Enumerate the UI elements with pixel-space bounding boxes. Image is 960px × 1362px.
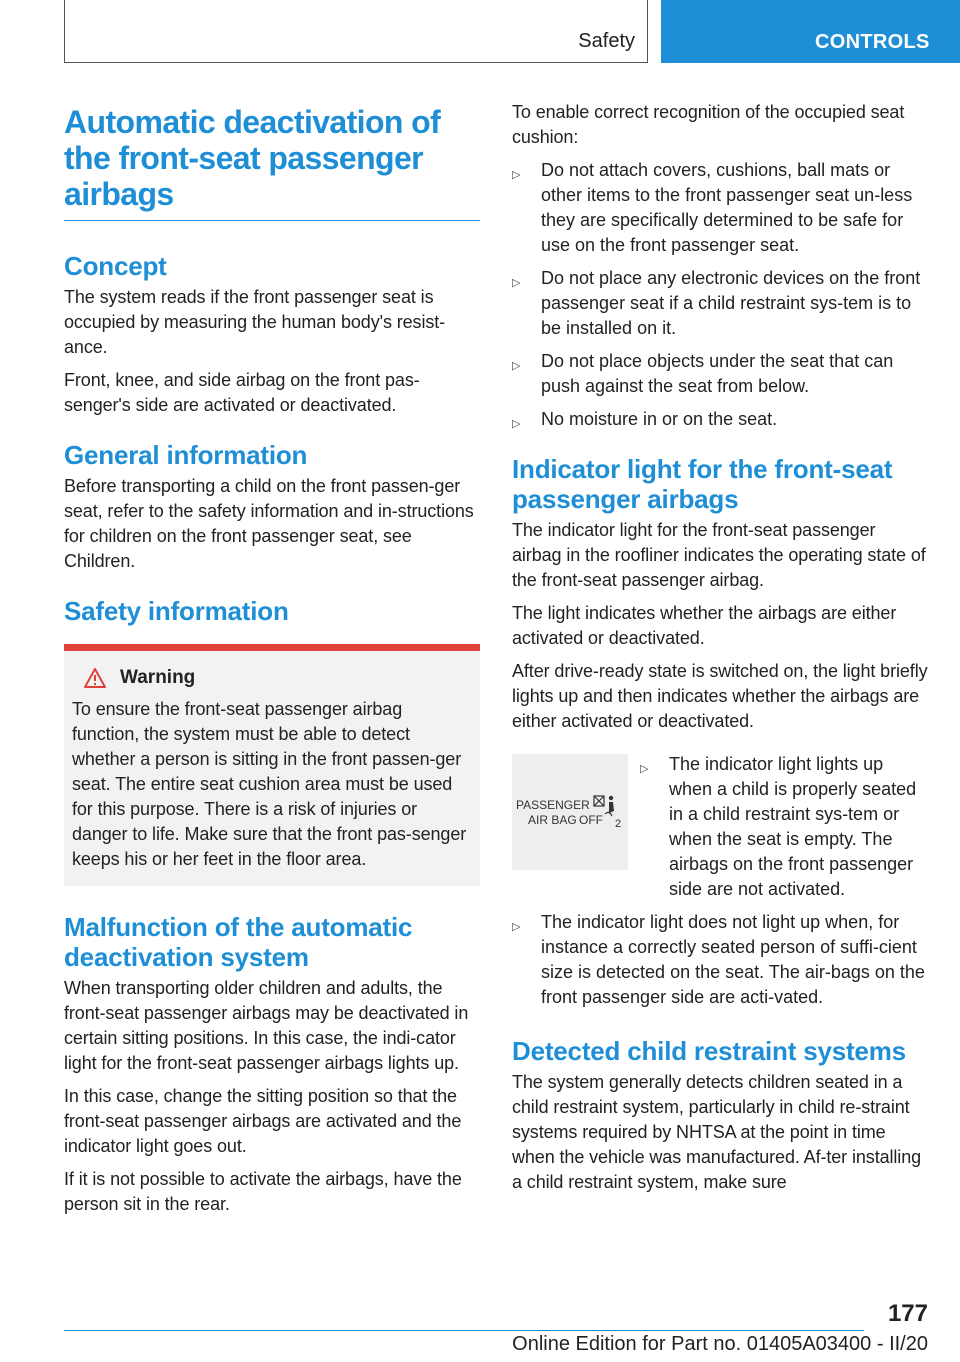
list-item <box>512 910 928 1010</box>
passenger-airbag-off-indicator-image <box>512 754 628 870</box>
warning-box <box>64 644 480 886</box>
bullet-triangle-icon: ▷ <box>512 418 521 430</box>
list-item-text: No moisture in or on the seat. <box>541 409 778 429</box>
section-detected-child-restraint <box>512 1036 928 1195</box>
heading-safety-information: Safety information <box>64 596 289 626</box>
detected-paragraph-1: The system generally detects children seated in a child restraint system, particularly in child re-straint systems required by NHTSA at the point in time when the vehicle was manufactured. Af-ter installing a child restraint system, make sure <box>512 1072 922 1192</box>
list-item-text: The indicator light lights up when a child is properly seated in a child restraint sys-tem or when the seat is empty. The airbags on the front passenger side are not activated. <box>669 754 917 899</box>
page-number: 177 <box>887 1300 928 1327</box>
heading-malfunction: Malfunction of the automatic deactivation system <box>64 912 413 972</box>
bullet-triangle-icon: ▷ <box>512 277 521 289</box>
indicator-image-row <box>512 752 928 910</box>
indicator-number: 2 <box>615 818 622 830</box>
indicator-line2: AIR BAG <box>528 813 577 827</box>
general-text: Before transporting a child on the front passen-ger seat, refer to the safety information and in-structions for children on the front passenger seat, see Children. <box>64 476 474 571</box>
warning-header <box>84 667 472 689</box>
concept-paragraph-1: The system reads if the front passenger seat is occupied by measuring the human body's resist-ance. <box>64 287 446 357</box>
bullet-triangle-icon: ▷ <box>512 921 521 933</box>
list-item <box>512 349 928 399</box>
warning-title: Warning <box>120 667 196 688</box>
malfunction-paragraph-1: When transporting older children and adults, the front-seat passenger airbags may be deactivated in certain sitting positions. In this case, the indi-cator light for the front-seat passenger airbags lights up. <box>64 978 469 1073</box>
warning-triangle-icon <box>84 668 106 688</box>
heading-general-information: General information <box>64 440 308 470</box>
list-item-text: Do not place objects under the seat that can push against the seat from below. <box>541 351 894 396</box>
indicator-paragraph-3: After drive-ready state is switched on, the light briefly lights up and then indicates whether the airbags are either activated or deactivated. <box>512 661 928 731</box>
heading-detected-child-restraint: Detected child restraint systems <box>512 1036 906 1066</box>
list-item <box>640 752 928 902</box>
general-paragraph-1 <box>64 474 480 574</box>
indicator-bullet-list-2 <box>512 910 928 1010</box>
warning-text: To ensure the front-seat passenger airbag function, the system must be able to detect whether a person is sitting in the front passen-ger seat. The entire seat cushion area must be used for this purpose. There is a risk of injuries or danger to life. Make sure that the front pas-senger keeps his or her feet in the floor area. <box>72 699 467 869</box>
indicator-line1: PASSENGER <box>516 798 590 812</box>
footer-edition: Online Edition for Part no. 01405A03400 - II/20 <box>512 1333 928 1355</box>
header-left-box <box>64 0 648 63</box>
malfunction-paragraph-3: If it is not possible to activate the airbags, have the person sit in the rear. <box>64 1169 462 1214</box>
list-item-text: Do not attach covers, cushions, ball mats or other items to the front passenger seat un-less they are specifically determined to be safe for use on the front passenger seat. <box>541 160 913 255</box>
left-column <box>64 100 480 1225</box>
list-item-text: The indicator light does not light up when, for instance a correctly seated person of suffi-cient size is detected on the seat. The air-bags on the front passenger side are acti-vated. <box>541 912 925 1007</box>
list-item-text: Do not place any electronic devices on the front passenger seat if a child restraint sys-tem is to be installed on it. <box>541 268 921 338</box>
section-concept <box>64 251 480 418</box>
indicator-paragraph-1: The indicator light for the front-seat passenger airbag in the roofliner indicates the operating state of the front-seat passenger airbag. <box>512 520 926 590</box>
section-general <box>64 440 480 574</box>
indicator-off: OFF <box>579 813 603 827</box>
section-safety <box>64 596 480 886</box>
bullet-triangle-icon: ▷ <box>640 763 649 775</box>
malfunction-paragraph-2: In this case, change the sitting position so that the front-seat passenger airbags are activated and the indicator light goes out. <box>64 1086 462 1156</box>
bullet-triangle-icon: ▷ <box>512 360 521 372</box>
passenger-airbag-off-icon <box>512 754 628 870</box>
header-section-label: Safety <box>578 30 635 52</box>
indicator-paragraph-2: The light indicates whether the airbags are either activated or deactivated. <box>512 603 897 648</box>
recognition-intro: To enable correct recognition of the occupied seat cushion: <box>512 102 905 147</box>
section-indicator-light <box>512 454 928 1010</box>
footer-divider <box>64 1330 864 1331</box>
header-chapter-tab[interactable] <box>661 0 960 63</box>
heading-concept: Concept <box>64 251 167 281</box>
header-chapter-label: CONTROLS <box>815 31 930 53</box>
heading-indicator-light: Indicator light for the front-seat passenger airbags <box>512 454 893 514</box>
recognition-bullet-list <box>512 158 928 432</box>
right-column <box>512 100 928 1203</box>
section-malfunction <box>64 912 480 1217</box>
page-title: Automatic deactivation of the front-seat passenger airbags <box>64 104 480 221</box>
list-item <box>512 266 928 341</box>
indicator-bullet-list-1 <box>640 752 928 910</box>
bullet-triangle-icon: ▷ <box>512 169 521 181</box>
list-item <box>512 158 928 258</box>
list-item <box>512 407 928 432</box>
concept-paragraph-2: Front, knee, and side airbag on the front pas-senger's side are activated or deactivated. <box>64 370 420 415</box>
